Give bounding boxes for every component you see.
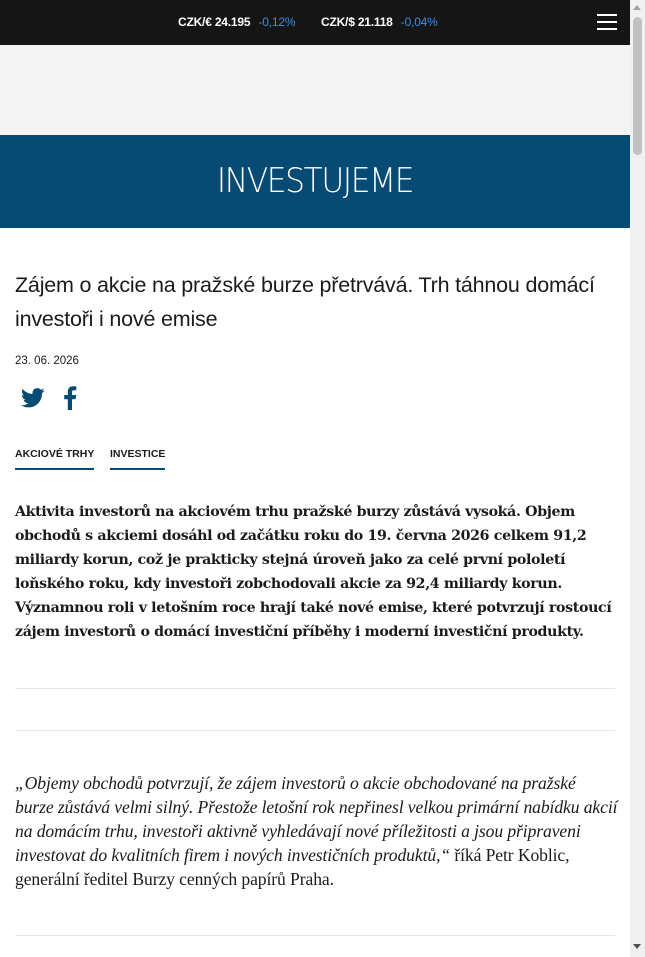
facebook-icon-graphic <box>63 386 77 410</box>
vertical-scrollbar[interactable] <box>630 0 645 957</box>
article-lead: Aktivita investorů na akciovém trhu pražské burzy zůstává vysoká. Objem obchodů s akciemi dosáhl od začátku roku do 19. června 2026 celkem 91,2 miliardy korun, což je prakticky stejná úroveň jako za celé první pololetí loňského roku, kdy investoři zobchodovali akcie za 92,4 miliardy korun. Významnou roli v letošním roce hrají také nové emise, které potvrzují rostoucí zájem investorů o domácí investiční příběhy i moderní investiční produkty. <box>15 504 612 640</box>
currency-ticker-bar <box>0 0 630 45</box>
ticker-item-usd[interactable] <box>321 15 438 29</box>
facebook-icon[interactable] <box>63 386 79 410</box>
site-logo[interactable]: INVESTUJEME <box>216 161 414 201</box>
quote-text: „Objemy obchodů potvrzují, že zájem investorů o akcie obchodované na pražské burze zůstává velmi silný. Přestože letošní rok nepřinesl velkou primární nabídku akcií na domácím trhu, investoři aktivně vyhledávají nové příležitosti a jsou připraveni investovat do kvalitních firem i nových investičních produktů,“ <box>15 773 618 865</box>
divider <box>15 935 615 936</box>
tag-akciove-trhy[interactable]: AKCIOVÉ TRHY <box>15 448 94 470</box>
article-date: 23. 06. 2026 <box>15 355 79 367</box>
menu-line <box>597 14 617 16</box>
scroll-down-arrow-icon[interactable] <box>633 944 641 949</box>
ticker-value: 24.195 <box>214 15 251 29</box>
scrollbar-thumb[interactable] <box>633 17 642 155</box>
article-quote <box>15 771 618 891</box>
divider <box>15 688 615 689</box>
menu-line <box>597 28 617 30</box>
ticker-item-eur[interactable] <box>178 15 295 29</box>
divider <box>15 730 615 731</box>
ticker-pair: CZK/$ <box>321 15 355 29</box>
tag-investice[interactable]: INVESTICE <box>110 448 165 470</box>
brand-header <box>0 135 630 228</box>
ticker-value: 21.118 <box>357 15 393 29</box>
ad-placeholder <box>0 45 630 135</box>
quote-attribution: říká Petr Koblic, generální ředitel Burzy cenných papírů Praha. <box>15 845 570 889</box>
twitter-icon-graphic <box>21 388 45 408</box>
ticker-change: -0,04% <box>400 15 438 29</box>
scroll-up-arrow-icon[interactable] <box>633 5 641 10</box>
hamburger-menu-icon[interactable] <box>597 13 617 31</box>
article-title: Zájem o akcie na pražské burze přetrvává. Trh táhnou domácí investoři i nové emise <box>15 273 595 331</box>
twitter-icon[interactable] <box>21 388 45 410</box>
ticker-pair: CZK/€ <box>178 15 212 29</box>
ticker-change: -0,12% <box>258 15 296 29</box>
menu-line <box>597 21 617 23</box>
